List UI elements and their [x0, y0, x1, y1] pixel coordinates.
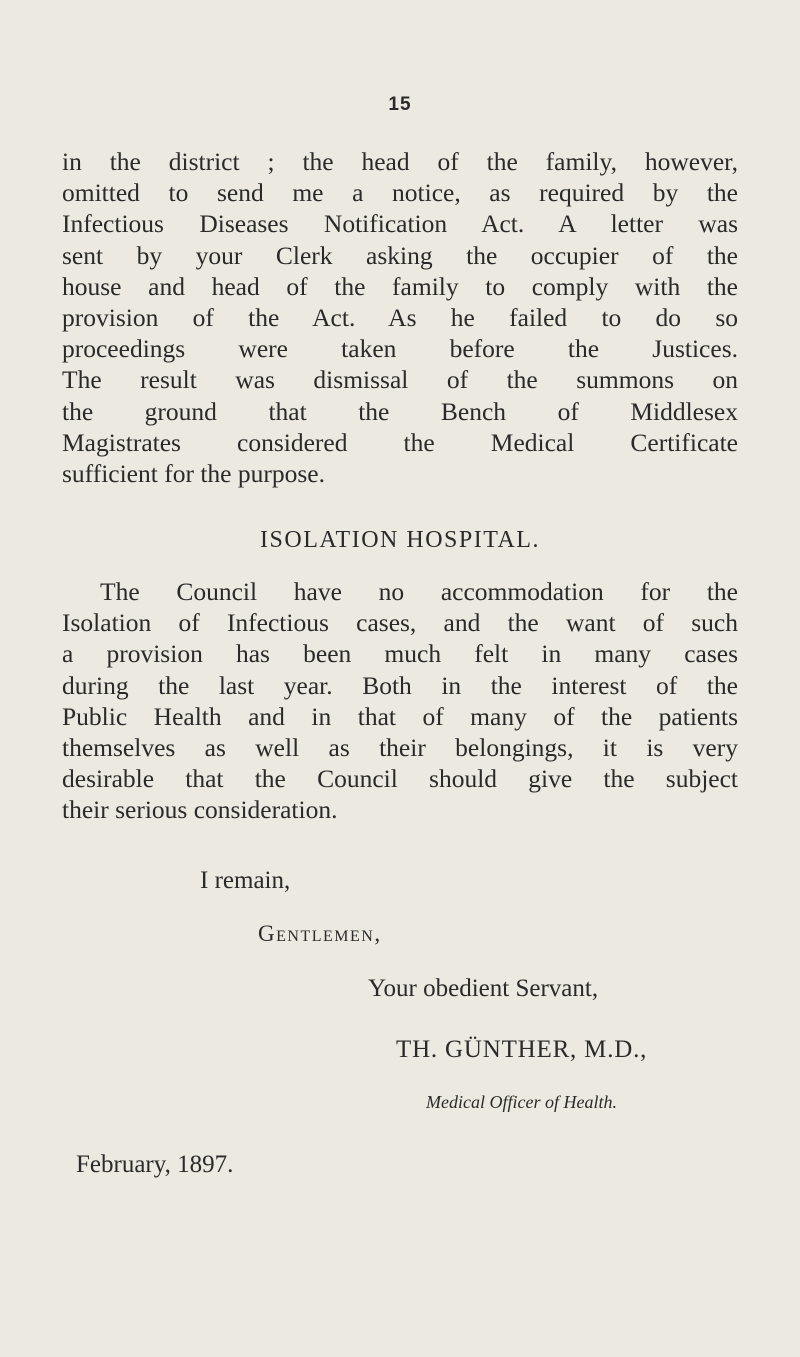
signature-name: TH. GÜNTHER, M.D.,	[396, 1036, 648, 1063]
text-line: during the last year. Both in the interest of the	[62, 670, 738, 700]
text-line: Magistrates considered the Medical Certificate	[62, 427, 738, 457]
paragraph-notification	[62, 146, 738, 489]
text-line: themselves as well as their belongings, it is very	[62, 733, 738, 763]
text-line: provision of the Act. As he failed to do so	[62, 303, 738, 333]
text-line: Infectious Diseases Notification Act. A letter was	[62, 209, 738, 239]
text-line: in the district ; the head of the family, however,	[62, 147, 738, 176]
text-line: The result was dismissal of the summons on	[62, 365, 738, 395]
letter-date: February, 1897.	[76, 1151, 234, 1178]
section-heading: ISOLATION HOSPITAL.	[260, 527, 540, 553]
text-line: Public Health and in that of many of the patients	[62, 701, 738, 731]
text-line: house and head of the family to comply with the	[62, 271, 738, 301]
text-line: omitted to send me a notice, as required by the	[62, 178, 738, 208]
text-line: a provision has been much felt in many cases	[62, 639, 738, 669]
signature-title: Medical Officer of Health.	[426, 1092, 617, 1112]
text-line: sent by your Clerk asking the occupier of the	[62, 240, 738, 270]
paragraph-isolation	[62, 576, 738, 826]
text-line: desirable that the Council should give the subject	[62, 764, 738, 794]
closing-servant: Your obedient Servant,	[368, 975, 599, 1002]
text-line: the ground that the Bench of Middlesex	[62, 396, 738, 426]
text-line: proceedings were taken before the Justices.	[62, 334, 738, 364]
closing-remain: I remain,	[200, 867, 291, 894]
text-line: sufficient for the purpose.	[62, 459, 325, 489]
text-line: their serious consideration.	[62, 795, 338, 825]
text-line: The Council have no accommodation for the	[100, 577, 738, 606]
text-line: Isolation of Infectious cases, and the want of such	[62, 608, 738, 638]
page-number: 15	[388, 94, 412, 115]
closing-salutation: Gentlemen,	[258, 921, 382, 946]
